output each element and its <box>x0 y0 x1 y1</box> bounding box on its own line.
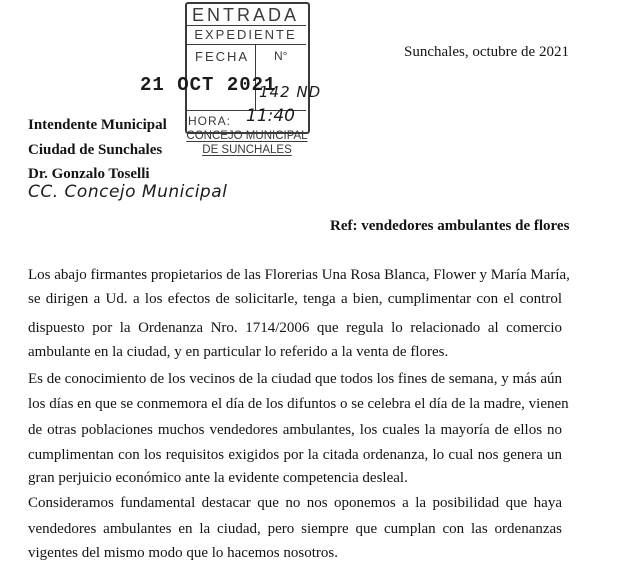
stamp-institution-line: CONCEJO MUNICIPAL <box>186 130 308 142</box>
stamp-title: ENTRADA <box>191 5 299 25</box>
addressee-title: Intendente Municipal <box>28 117 167 133</box>
body-line: Consideramos fundamental destacar que no nos oponemos a la posibilidad que haya <box>28 495 562 511</box>
handwritten-time: 11:40 <box>246 106 295 126</box>
body-line: vigentes del mismo modo que lo hacemos nosotros. <box>28 545 338 561</box>
addressee-name: Dr. Gonzalo Toselli <box>28 166 150 182</box>
handwritten-file-number: 142 ND <box>259 83 322 101</box>
body-line: Es de conocimiento de los vecinos de la ciudad que todos los fines de semana, y más aún <box>28 371 563 387</box>
body-line: ambulante en la ciudad, y en particular lo referido a la venta de flores. <box>28 344 449 360</box>
stamp-date: 21 OCT 2021 <box>140 74 277 96</box>
stamp-institution <box>182 129 312 157</box>
stamp-institution-line: DE SUNCHALES <box>202 144 292 156</box>
body-line: los días en que se conmemora el día de los difuntos o se celebra el día de la madre, vienen <box>28 396 569 412</box>
body-line: gran perjuicio económico ante la evidente competencia desleal. <box>28 470 408 486</box>
place-and-date: Sunchales, octubre de 2021 <box>404 44 569 60</box>
reference-line: Ref: vendedores ambulantes de flores <box>330 218 570 234</box>
body-line: de otras poblaciones muchos vendedores ambulantes, los cuales la mayoría de ellos no <box>28 422 562 438</box>
stamp-divider <box>185 25 306 26</box>
stamp-divider <box>185 44 306 45</box>
stamp-number-label: N° <box>274 49 288 63</box>
addressee-city: Ciudad de Sunchales <box>28 142 163 158</box>
body-line: vendedores ambulantes en la ciudad, pero siempre que cumplan con las ordenanzas <box>28 521 562 537</box>
stamp-hora-label: HORA: <box>188 114 232 128</box>
body-line: se dirigen a Ud. a los efectos de solicitarle, tenga a bien, cumplimentar con el control <box>28 291 562 307</box>
stamp-fecha-label: FECHA <box>195 49 250 64</box>
stamp-subtitle: EXPEDIENTE <box>194 27 297 42</box>
handwritten-cc-note: CC. Concejo Municipal <box>28 182 228 202</box>
body-line: cumplimentan con los requisitos exigidos por la citada ordenanza, lo cual nos genera un <box>28 447 562 463</box>
body-line: Los abajo firmantes propietarios de las Florerias Una Rosa Blanca, Flower y María María, <box>28 267 570 283</box>
body-line: dispuesto por la Ordenanza Nro. 1714/2006 que regula lo relacionado al comercio <box>28 320 562 336</box>
